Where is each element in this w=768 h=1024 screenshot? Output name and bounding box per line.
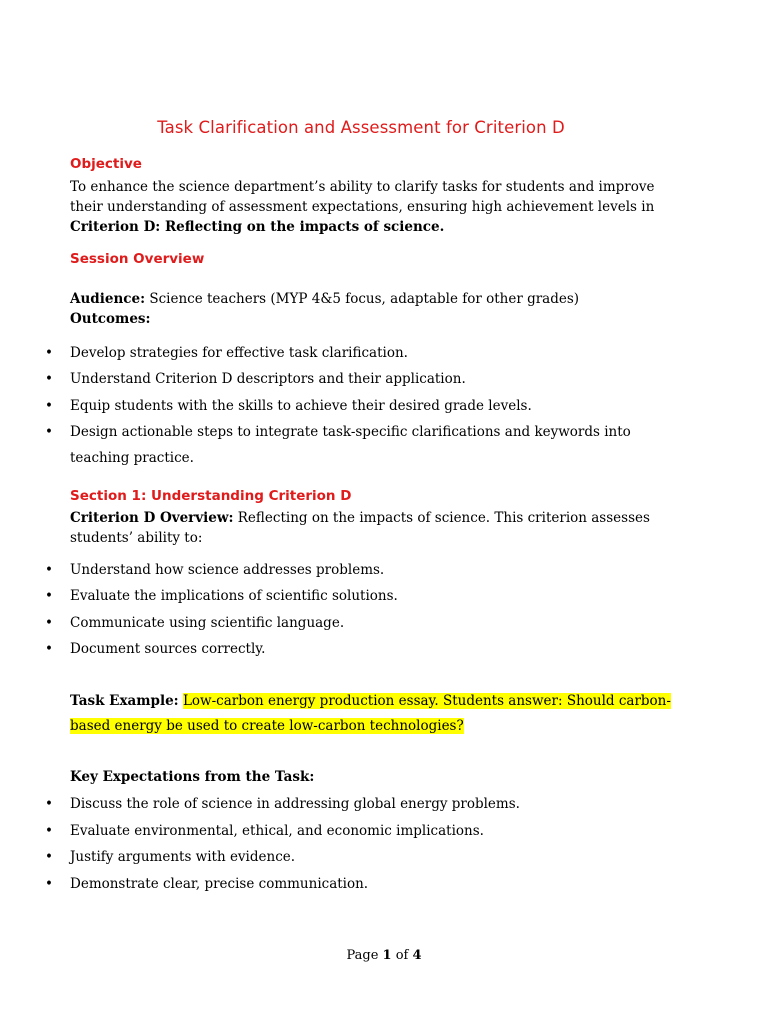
- audience-text: Science teachers (MYP 4&5 focus, adaptable for other grades): [145, 291, 580, 307]
- task-example-line-2: [70, 718, 464, 734]
- key-expectations-heading: Key Expectations from the Task:: [70, 769, 315, 785]
- bullet-icon: •: [45, 823, 53, 839]
- bullet-icon: •: [45, 562, 53, 578]
- objective-heading: Objective: [70, 156, 142, 172]
- criterion-overview-line: [70, 510, 650, 526]
- bullet-icon: •: [45, 876, 53, 892]
- of-word: of: [395, 948, 409, 963]
- bullet-icon: •: [45, 849, 53, 865]
- bullet-icon: •: [45, 796, 53, 812]
- bullet-icon: •: [45, 641, 53, 657]
- current-page-number: 1: [382, 948, 392, 963]
- criterion-overview-text: Reflecting on the impacts of science. This criterion assesses: [233, 510, 650, 526]
- task-example-highlight: Low-carbon energy production essay. Students answer: Should carbon-: [182, 693, 671, 709]
- bullet-icon: •: [45, 588, 53, 604]
- page-word: Page: [346, 948, 379, 963]
- audience-line: [70, 291, 579, 307]
- section1-heading: Section 1: Understanding Criterion D: [70, 488, 352, 504]
- bullet-icon: •: [45, 424, 53, 440]
- criterion-overview-label: Criterion D Overview:: [70, 510, 234, 526]
- bullet-icon: •: [45, 345, 53, 361]
- page-footer: [0, 948, 768, 963]
- task-example-label: Task Example:: [70, 693, 179, 709]
- document-page: Task Clarification and Assessment for Criterion D Objective To enhance the science department’s ability to clarify tasks for students and improve their understanding of assessment expectations, ensuring high achievement levels in Criterion D: Reflecting on the impacts of science. Session Overview Audience: Science teachers (MYP 4&5 focus, adaptable for other grades) Outcomes: • Develop strategies for effective task clarification. • Understand Criterion D descriptors and their application. • Equip students with the skills to achieve their desired grade levels. • Design actionable steps to integrate task-specific clarifications and keywords into teaching practice. Section 1: Understanding Criterion D Criterion D Overview: Reflecting on the impacts of science. This criterion assesses students’ ability to: • Understand how science addresses problems. • Evaluate the implications of scientific solutions. • Communicate using scientific language. • Document sources correctly. Task Example: Low-carbon energy production essay. Students answer: Should carbon- based energy be used to create low-carbon technologies? Key Expectations from the Task: • Discuss the role of science in addressing global energy problems. • Evaluate environmental, ethical, and economic implications. • Justify arguments with evidence. • Demonstrate clear, precise communication. Page 1 of 4: [0, 0, 768, 1024]
- objective-criterion: Criterion D: Reflecting on the impacts of science.: [70, 219, 445, 235]
- objective-paragraph: [70, 177, 660, 237]
- bullet-icon: •: [45, 371, 53, 387]
- task-example-line: [70, 693, 671, 709]
- outcomes-label: Outcomes:: [70, 311, 151, 327]
- session-overview-heading: Session Overview: [70, 251, 205, 267]
- task-example-highlight-2: based energy be used to create low-carbon technologies?: [70, 718, 464, 734]
- bullet-icon: •: [45, 398, 53, 414]
- audience-label: Audience:: [70, 291, 146, 307]
- bullet-icon: •: [45, 615, 53, 631]
- total-pages-number: 4: [412, 948, 422, 963]
- criterion-overview-line-2: students’ ability to:: [70, 530, 203, 546]
- document-title: Task Clarification and Assessment for Criterion D: [157, 118, 565, 137]
- objective-text: To enhance the science department’s ability to clarify tasks for students and improve their understanding of assessment expectations, ensuring high achievement levels in: [70, 179, 655, 215]
